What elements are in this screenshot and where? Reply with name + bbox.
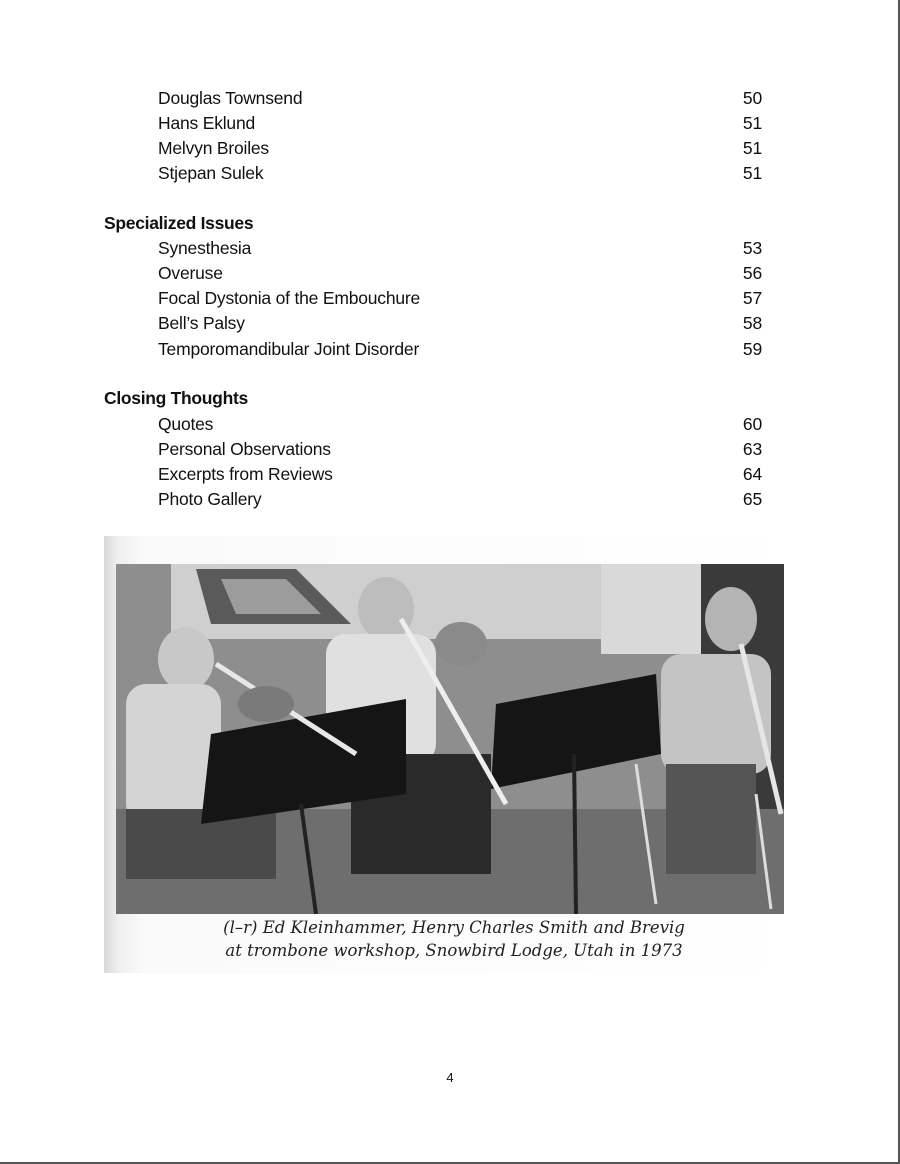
- toc-entry-title: Photo Gallery: [158, 489, 262, 509]
- toc-entry-page: 51: [742, 163, 762, 183]
- toc-entry-title: Synesthesia: [158, 238, 252, 258]
- toc-entry-page: 65: [742, 489, 762, 509]
- toc-entry: [158, 86, 762, 111]
- toc-entry-title: Stjepan Sulek: [158, 163, 264, 183]
- toc-entry-title: Hans Eklund: [158, 113, 256, 133]
- toc-entry-page: 57: [742, 288, 762, 308]
- toc-entry-title: Focal Dystonia of the Embouchure: [158, 288, 421, 308]
- toc-entry-page: 53: [742, 238, 762, 258]
- toc-entry-title: Personal Observations: [158, 439, 331, 459]
- toc-entry-page: 56: [742, 263, 762, 283]
- toc-entry: [158, 161, 762, 186]
- toc-entry: [158, 487, 762, 512]
- toc-entry-page: 63: [742, 439, 762, 459]
- toc-entry: [158, 412, 762, 437]
- toc-entry-page: 51: [742, 113, 762, 133]
- toc-entry-page: 59: [742, 339, 762, 359]
- page-number: 4: [446, 1070, 454, 1085]
- toc-entry-page: 64: [742, 464, 762, 484]
- toc-entry-page: 60: [742, 414, 762, 434]
- photo-caption-line: at trombone workshop, Snowbird Lodge, Utah in 1973: [225, 941, 683, 960]
- photo-caption-line: (l–r) Ed Kleinhammer, Henry Charles Smith and Brevig: [223, 918, 685, 937]
- toc-entry-page: 51: [742, 138, 762, 158]
- toc-entry-title: Temporomandibular Joint Disorder: [158, 339, 420, 359]
- toc-section-heading: Specialized Issues: [104, 213, 254, 233]
- toc-entry: [158, 337, 762, 362]
- toc-entry: [158, 261, 762, 286]
- toc-entry: [158, 311, 762, 336]
- toc-entry: [158, 236, 762, 261]
- toc-entry-title: Excerpts from Reviews: [158, 464, 333, 484]
- toc-entry-title: Melvyn Broiles: [158, 138, 269, 158]
- toc-entry: [158, 462, 762, 487]
- toc-entry-title: Overuse: [158, 263, 223, 283]
- toc-entry: [158, 437, 762, 462]
- photo-figure: [104, 536, 804, 973]
- photo-caption: [104, 916, 804, 962]
- toc-entry-title: Quotes: [158, 414, 214, 434]
- toc-entry-page: 58: [742, 313, 762, 333]
- toc-entry-title: Bell’s Palsy: [158, 313, 245, 333]
- toc-entry: [158, 111, 762, 136]
- toc-entry: [158, 286, 762, 311]
- toc-entry-title: Douglas Townsend: [158, 88, 303, 108]
- toc-section-heading: Closing Thoughts: [104, 388, 248, 408]
- toc-entry-page: 50: [742, 88, 762, 108]
- toc-entry: [158, 136, 762, 161]
- trombone-workshop-photo: [116, 564, 784, 914]
